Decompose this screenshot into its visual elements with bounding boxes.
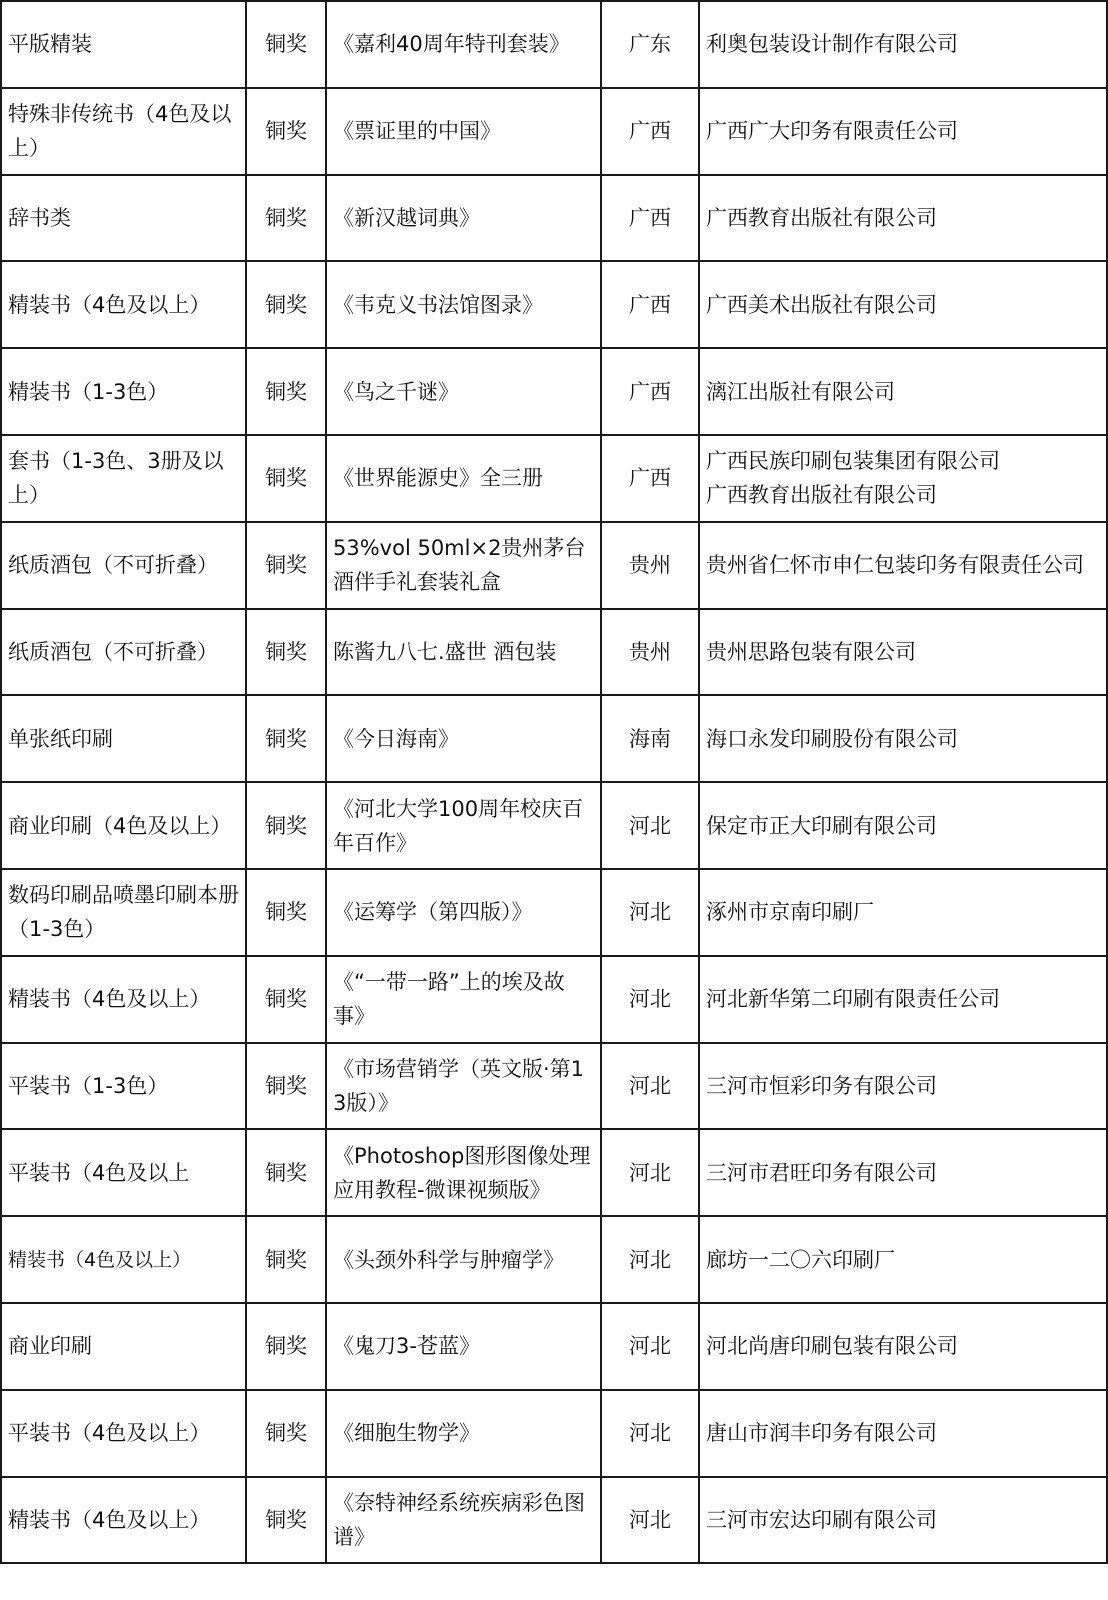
award-cell: 铜奖 — [246, 261, 326, 348]
company-cell — [699, 956, 1107, 1043]
category-cell: 纸质酒包（不可折叠） — [1, 609, 246, 696]
province-cell: 河北 — [601, 956, 699, 1043]
category-cell: 单张纸印刷 — [1, 695, 246, 782]
company-name: 河北新华第二印刷有限责任公司 — [706, 987, 1000, 1012]
category-cell: 平版精装 — [1, 1, 246, 88]
category-cell: 辞书类 — [1, 175, 246, 262]
award-cell: 铜奖 — [246, 1129, 326, 1216]
company-name: 广西教育出版社有限公司 — [706, 205, 937, 230]
company-name: 三河市恒彩印务有限公司 — [706, 1073, 937, 1098]
company-name: 廊坊一二〇六印刷厂 — [706, 1247, 895, 1272]
province-cell: 河北 — [601, 1477, 699, 1564]
category-cell: 精装书（4色及以上） — [1, 1216, 246, 1303]
company-cell — [699, 1043, 1107, 1130]
province-cell: 河北 — [601, 1043, 699, 1130]
company-cell — [699, 522, 1107, 609]
province-cell: 广西 — [601, 435, 699, 522]
award-cell: 铜奖 — [246, 88, 326, 175]
award-cell: 铜奖 — [246, 869, 326, 956]
table-row — [1, 522, 1107, 609]
award-table-body — [1, 1, 1107, 1563]
category-cell: 特殊非传统书（4色及以上） — [1, 88, 246, 175]
company-name: 利奥包装设计制作有限公司 — [706, 32, 958, 57]
category-cell: 商业印刷 — [1, 1303, 246, 1390]
category-cell: 平装书（4色及以上） — [1, 1390, 246, 1477]
title-cell: 《奈特神经系统疾病彩色图谱》 — [326, 1477, 601, 1564]
province-cell: 广西 — [601, 261, 699, 348]
table-row — [1, 435, 1107, 522]
table-row — [1, 1216, 1107, 1303]
title-cell: 《头颈外科学与肿瘤学》 — [326, 1216, 601, 1303]
category-cell: 套书（1-3色、3册及以上） — [1, 435, 246, 522]
table-row — [1, 175, 1107, 262]
award-cell: 铜奖 — [246, 175, 326, 262]
award-cell: 铜奖 — [246, 956, 326, 1043]
title-cell: 《世界能源史》全三册 — [326, 435, 601, 522]
province-cell: 贵州 — [601, 522, 699, 609]
company-cell — [699, 1129, 1107, 1216]
title-cell: 陈酱九八七.盛世 酒包装 — [326, 609, 601, 696]
category-cell: 平装书（1-3色） — [1, 1043, 246, 1130]
table-row — [1, 1477, 1107, 1564]
company-cell — [699, 175, 1107, 262]
category-cell: 纸质酒包（不可折叠） — [1, 522, 246, 609]
company-name: 三河市宏达印刷有限公司 — [706, 1507, 937, 1532]
award-cell: 铜奖 — [246, 435, 326, 522]
company-name: 河北尚唐印刷包装有限公司 — [706, 1334, 958, 1359]
title-cell: 《票证里的中国》 — [326, 88, 601, 175]
title-cell: 《市场营销学（英文版·第13版）》 — [326, 1043, 601, 1130]
province-cell: 广西 — [601, 88, 699, 175]
province-cell: 广西 — [601, 175, 699, 262]
category-cell: 精装书（1-3色） — [1, 348, 246, 435]
category-cell: 精装书（4色及以上） — [1, 1477, 246, 1564]
title-cell: 《Photoshop图形图像处理应用教程-微课视频版》 — [326, 1129, 601, 1216]
award-cell: 铜奖 — [246, 1, 326, 88]
award-cell: 铜奖 — [246, 348, 326, 435]
title-cell: 《运筹学（第四版）》 — [326, 869, 601, 956]
company-name: 贵州省仁怀市申仁包装印务有限责任公司 — [706, 553, 1084, 578]
award-cell: 铜奖 — [246, 609, 326, 696]
province-cell: 贵州 — [601, 609, 699, 696]
company-name: 广西广大印务有限责任公司 — [706, 119, 958, 144]
award-cell: 铜奖 — [246, 782, 326, 869]
title-cell: 《新汉越词典》 — [326, 175, 601, 262]
award-cell: 铜奖 — [246, 1390, 326, 1477]
table-row — [1, 1303, 1107, 1390]
company-cell — [699, 1, 1107, 88]
title-cell: 《韦克义书法馆图录》 — [326, 261, 601, 348]
company-cell — [699, 782, 1107, 869]
category-cell: 平装书（4色及以上 — [1, 1129, 246, 1216]
province-cell: 广东 — [601, 1, 699, 88]
company-cell — [699, 1390, 1107, 1477]
company-cell — [699, 88, 1107, 175]
table-row — [1, 782, 1107, 869]
title-cell: 53%vol 50ml×2贵州茅台酒伴手礼套装礼盒 — [326, 522, 601, 609]
province-cell: 河北 — [601, 1129, 699, 1216]
table-row — [1, 1, 1107, 88]
company-cell — [699, 1477, 1107, 1564]
province-cell: 河北 — [601, 1216, 699, 1303]
province-cell: 河北 — [601, 1303, 699, 1390]
province-cell: 河北 — [601, 1390, 699, 1477]
company-cell — [699, 869, 1107, 956]
table-row — [1, 1043, 1107, 1130]
company-cell — [699, 261, 1107, 348]
province-cell: 广西 — [601, 348, 699, 435]
company-name: 海口永发印刷股份有限公司 — [706, 726, 958, 751]
company-cell — [699, 435, 1107, 522]
award-cell: 铜奖 — [246, 1477, 326, 1564]
company-name: 三河市君旺印务有限公司 — [706, 1160, 937, 1185]
company-name: 广西民族印刷包装集团有限公司 — [706, 449, 1000, 474]
title-cell: 《细胞生物学》 — [326, 1390, 601, 1477]
category-cell: 精装书（4色及以上） — [1, 261, 246, 348]
company-cell — [699, 348, 1107, 435]
title-cell: 《鸟之千谜》 — [326, 348, 601, 435]
table-row — [1, 1390, 1107, 1477]
company-name: 广西美术出版社有限公司 — [706, 292, 937, 317]
company-name: 保定市正大印刷有限公司 — [706, 813, 937, 838]
award-cell: 铜奖 — [246, 1216, 326, 1303]
table-row — [1, 88, 1107, 175]
award-cell: 铜奖 — [246, 522, 326, 609]
table-row — [1, 348, 1107, 435]
table-row — [1, 695, 1107, 782]
award-cell: 铜奖 — [246, 1303, 326, 1390]
company-name: 贵州思路包装有限公司 — [706, 639, 916, 664]
company-name: 唐山市润丰印务有限公司 — [706, 1421, 937, 1446]
company-cell — [699, 609, 1107, 696]
award-cell: 铜奖 — [246, 1043, 326, 1130]
table-row — [1, 609, 1107, 696]
table-row — [1, 261, 1107, 348]
title-cell: 《鬼刀3-苍蓝》 — [326, 1303, 601, 1390]
table-row — [1, 869, 1107, 956]
title-cell: 《嘉利40周年特刊套装》 — [326, 1, 601, 88]
table-row — [1, 1129, 1107, 1216]
award-cell: 铜奖 — [246, 695, 326, 782]
category-cell: 精装书（4色及以上） — [1, 956, 246, 1043]
company-name: 漓江出版社有限公司 — [706, 379, 895, 404]
company-cell — [699, 1216, 1107, 1303]
title-cell: 《“一带一路”上的埃及故事》 — [326, 956, 601, 1043]
province-cell: 海南 — [601, 695, 699, 782]
table-row — [1, 956, 1107, 1043]
company-cell — [699, 695, 1107, 782]
company-cell — [699, 1303, 1107, 1390]
category-cell: 数码印刷品喷墨印刷本册（1-3色） — [1, 869, 246, 956]
title-cell: 《河北大学100周年校庆百年百作》 — [326, 782, 601, 869]
company-name: 广西教育出版社有限公司 — [706, 483, 937, 508]
title-cell: 《今日海南》 — [326, 695, 601, 782]
province-cell: 河北 — [601, 782, 699, 869]
company-name: 涿州市京南印刷厂 — [706, 900, 874, 925]
category-cell: 商业印刷（4色及以上） — [1, 782, 246, 869]
province-cell: 河北 — [601, 869, 699, 956]
